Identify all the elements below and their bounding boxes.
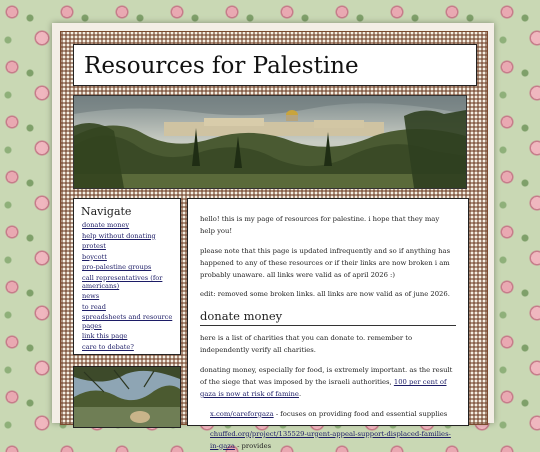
charity-link-careforgaza[interactable]: x.com/careforgaza xyxy=(210,409,274,418)
nav-heading: Navigate xyxy=(81,205,132,218)
nav-link-to-read[interactable]: to read xyxy=(82,302,106,311)
charity-desc: - provides xyxy=(237,441,272,450)
navigation-panel xyxy=(73,198,181,355)
famine-link[interactable]: 100 per cent of gaza is now at risk of famine xyxy=(200,378,447,398)
nav-link-boycott[interactable]: boycott xyxy=(82,252,107,261)
olive-tree-photo xyxy=(73,366,181,428)
food-text: donating money, especially for food, is extremely important. as the result of the siege that was imposed by the israeli authorities, xyxy=(200,366,453,387)
donate-money-heading: donate money xyxy=(200,309,456,326)
charity-item xyxy=(200,429,456,452)
food-text-end: . xyxy=(298,389,302,398)
main-content xyxy=(187,198,469,450)
nav-link-protest[interactable]: protest xyxy=(82,242,106,251)
jerusalem-landscape-image xyxy=(74,96,466,188)
update-note: please note that this page is updated infrequently and so if anything has happened to any of these resources or if their links are now broken i am probably unaware. all links were valid as of april 2026 :) xyxy=(200,246,451,279)
nav-link-care-to-debate[interactable]: care to debate? xyxy=(82,342,134,351)
olive-branch-image xyxy=(74,367,180,427)
charity-desc: - focuses on providing food and essential supplies xyxy=(275,409,448,418)
page-title: Resources for Palestine xyxy=(84,53,359,79)
charity-item xyxy=(200,409,456,421)
charity-link-chuffed[interactable]: chuffed.org/project/135529-urgent-appeal-support-displaced-families-in-gaza xyxy=(210,429,451,450)
nav-link-donate-money[interactable]: donate money xyxy=(82,221,130,229)
banner-image xyxy=(73,95,467,189)
nav-link-news[interactable]: news xyxy=(82,292,100,301)
nav-link-call-representatives[interactable]: call representatives (for americans) xyxy=(82,273,163,290)
page-frame xyxy=(52,23,494,450)
gingham-border xyxy=(60,31,488,450)
food-paragraph xyxy=(200,365,456,401)
nav-link-pro-palestine-groups[interactable]: pro-palestine groups xyxy=(82,263,152,272)
edit-note: edit: removed some broken links. all links are now valid as of june 2026. xyxy=(200,290,450,299)
nav-link-link-this-page[interactable]: link this page xyxy=(82,332,128,341)
nav-link-help-without-donating[interactable]: help without donating xyxy=(82,231,156,240)
intro-text: hello! this is my page of resources for palestine. i hope that they may help you! xyxy=(200,215,440,235)
nav-list xyxy=(74,221,180,351)
donate-intro: here is a list of charities that you can donate to. remember to independently verify all charities. xyxy=(200,334,413,355)
nav-link-spreadsheets[interactable]: spreadsheets and resource pages xyxy=(82,313,173,330)
header-box xyxy=(73,44,477,86)
